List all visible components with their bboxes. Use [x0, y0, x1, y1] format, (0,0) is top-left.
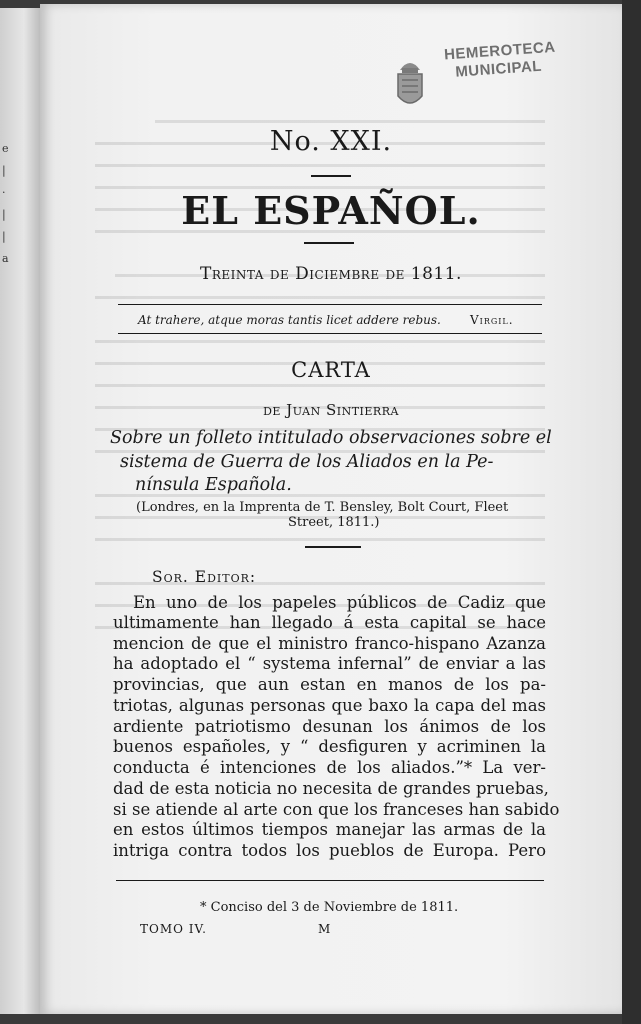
body-line: buenos españoles, y “ desfiguren y acriminen la	[113, 737, 546, 756]
ornament-rule	[304, 242, 354, 244]
newspaper-title: EL ESPAÑOL.	[181, 188, 481, 233]
facing-page-edge	[0, 8, 40, 1014]
body-line: provincias, que aun estan en manos de los pa-	[113, 675, 546, 694]
body-line: triotas, algunas personas que baxo la capa del mas	[113, 696, 546, 715]
ornament-rule	[305, 546, 361, 548]
stamp-line-1: HEMEROTECA	[443, 38, 557, 64]
facing-page-marks: e | · | | a	[2, 142, 9, 265]
body-line: mencion de que el ministro franco-hispano Azanza	[113, 634, 546, 653]
issue-number: No. XXI.	[269, 126, 393, 157]
ornament-rule	[311, 175, 351, 177]
stamp-line-2: MUNICIPAL	[454, 57, 543, 81]
library-stamp	[444, 38, 575, 93]
publication-line: (Londres, en la Imprenta de T. Bensley, Bolt Court, Fleet	[136, 500, 509, 515]
subtitle-line: nínsula Española.	[135, 475, 292, 495]
epigraph-author: Virgil.	[470, 313, 514, 327]
footnote: * Conciso del 3 de Noviembre de 1811.	[200, 900, 459, 915]
body-line: En uno de los papeles públicos de Cadiz que	[133, 593, 546, 612]
subtitle-line: sistema de Guerra de los Aliados en la Pe-	[120, 452, 494, 472]
signature-mark: M	[318, 922, 331, 936]
body-line: dad de esta noticia no necesita de grandes pruebas,	[113, 779, 549, 798]
epigraph-quote: At trahere, atque moras tantis licet addere rebus.	[138, 313, 441, 327]
footnote-rule	[116, 880, 544, 881]
publication-line: Street, 1811.)	[288, 515, 380, 530]
article-author: de Juan Sintierra	[263, 401, 399, 419]
body-line: si se atiende al arte con que los franceses han sabido	[113, 800, 560, 819]
body-line: ardiente patriotismo desunan los ánimos de los	[113, 717, 546, 736]
issue-date: Treinta de Diciembre de 1811.	[200, 264, 462, 284]
body-line: conducta é intenciones de los aliados.”* La ver-	[113, 758, 546, 777]
subtitle-line: Sobre un folleto intitulado observaciones sobre el	[110, 428, 552, 448]
scan-border	[622, 0, 641, 1024]
salutation: Sor. Editor:	[152, 568, 257, 586]
volume-label: TOMO IV.	[140, 922, 207, 936]
body-line: intriga contra todos los pueblos de Europa. Pero	[113, 841, 546, 860]
article-heading: CARTA	[291, 358, 371, 382]
body-line: ultimamente han llegado á esta capital se hace	[113, 613, 546, 632]
epigraph-bottom-rule	[118, 333, 542, 334]
epigraph-top-rule	[118, 304, 542, 305]
coat-of-arms-icon	[392, 48, 428, 116]
body-line: en estos últimos tiempos manejar las armas de la	[113, 820, 546, 839]
body-line: ha adoptado el “ systema infernal” de enviar a las	[113, 654, 546, 673]
